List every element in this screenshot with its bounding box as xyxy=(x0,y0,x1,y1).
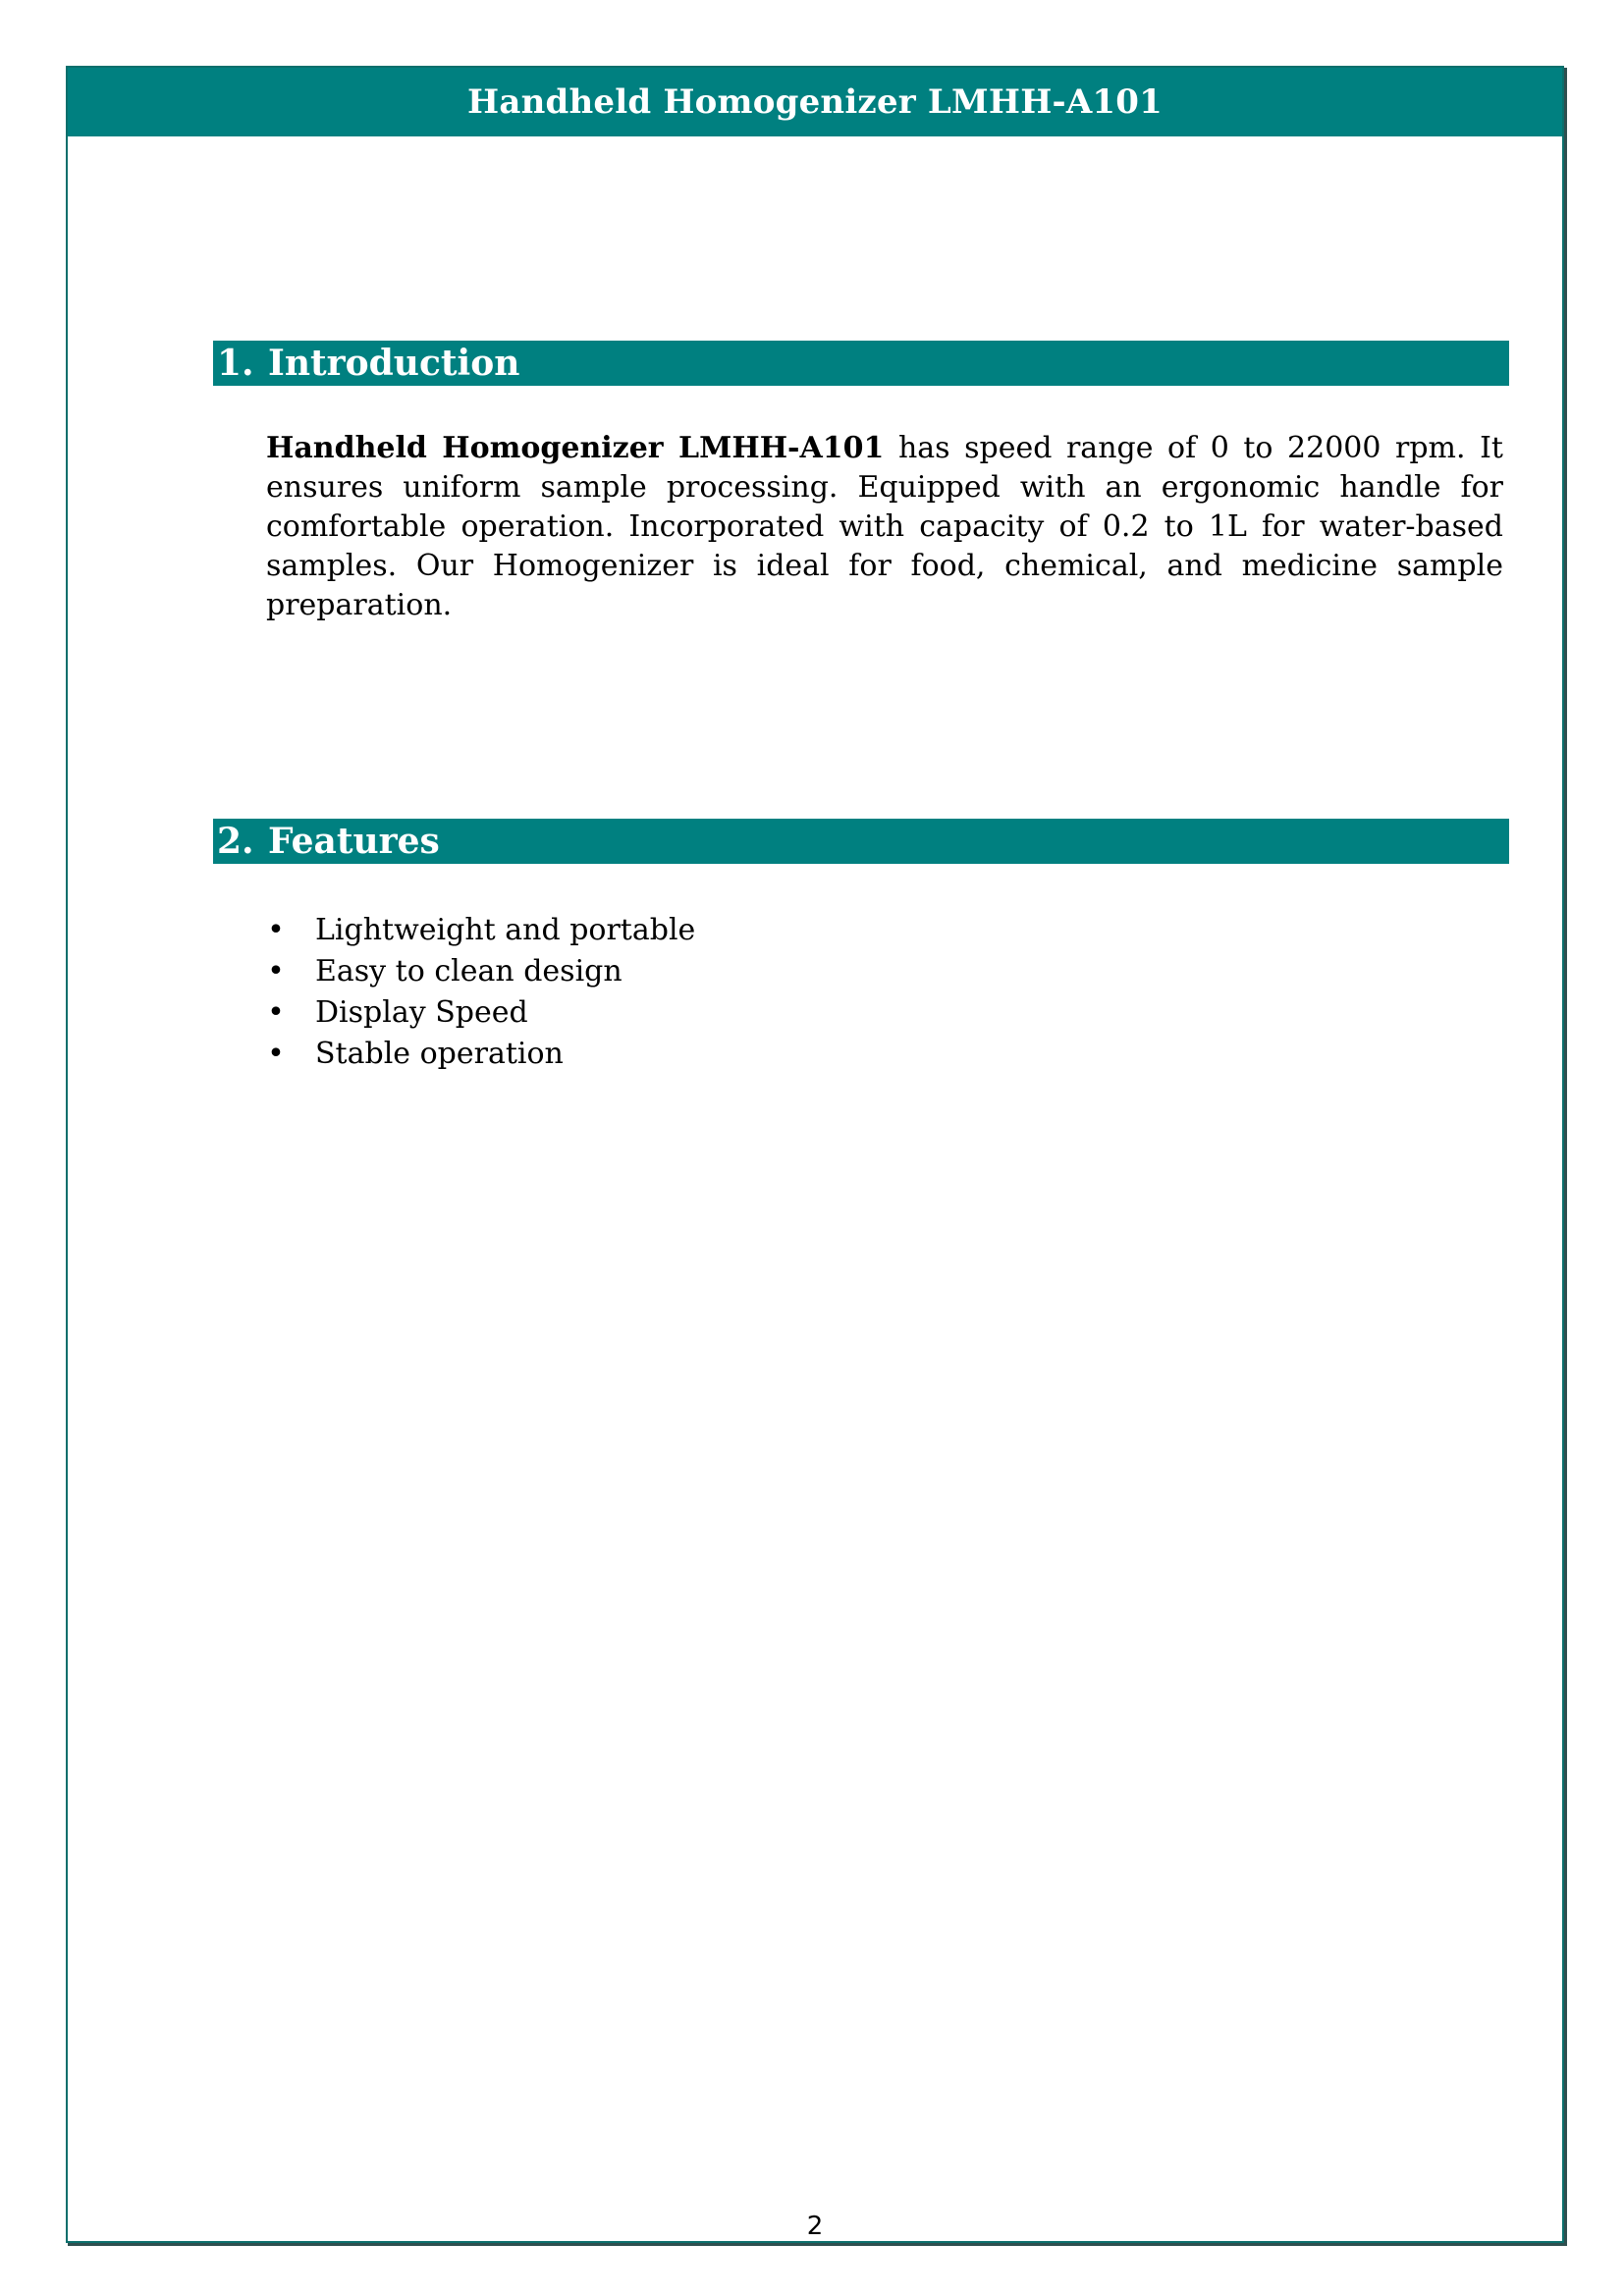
list-item xyxy=(266,910,695,951)
document-title-bar xyxy=(68,68,1562,136)
introduction-text: has speed range of 0 to 22000 rpm. It ensures uniform sample processing. Equipped with an ergonomic handle for comfortable operation. Incorporated with capacity of 0.2 to 1L for water-based samples. Our Homogenizer is ideal for food, chemical, and medicine sample preparation. xyxy=(266,431,1503,622)
feature-text: Lightweight and portable xyxy=(315,913,696,947)
introduction-paragraph xyxy=(266,429,1503,625)
bullet-icon: • xyxy=(267,1037,285,1071)
document-title: Handheld Homogenizer LMHH-A101 xyxy=(467,82,1163,122)
product-name-bold: Handheld Homogenizer LMHH-A101 xyxy=(266,431,885,465)
section-heading-features xyxy=(213,819,1509,864)
page-number: 2 xyxy=(806,2212,824,2241)
feature-text: Easy to clean design xyxy=(315,954,623,988)
section-title: Features xyxy=(268,821,440,862)
list-item xyxy=(266,992,695,1034)
section-number: 1. xyxy=(217,343,254,384)
features-list xyxy=(266,910,695,1075)
page-frame xyxy=(66,66,1564,2243)
bullet-icon: • xyxy=(267,954,285,988)
section-heading-introduction xyxy=(213,341,1509,386)
bullet-icon: • xyxy=(267,913,285,947)
list-item xyxy=(266,1034,695,1075)
bullet-icon: • xyxy=(267,995,285,1030)
list-item xyxy=(266,951,695,992)
feature-text: Stable operation xyxy=(315,1037,564,1071)
section-number: 2. xyxy=(217,821,254,862)
section-title: Introduction xyxy=(268,343,520,384)
feature-text: Display Speed xyxy=(315,995,528,1030)
